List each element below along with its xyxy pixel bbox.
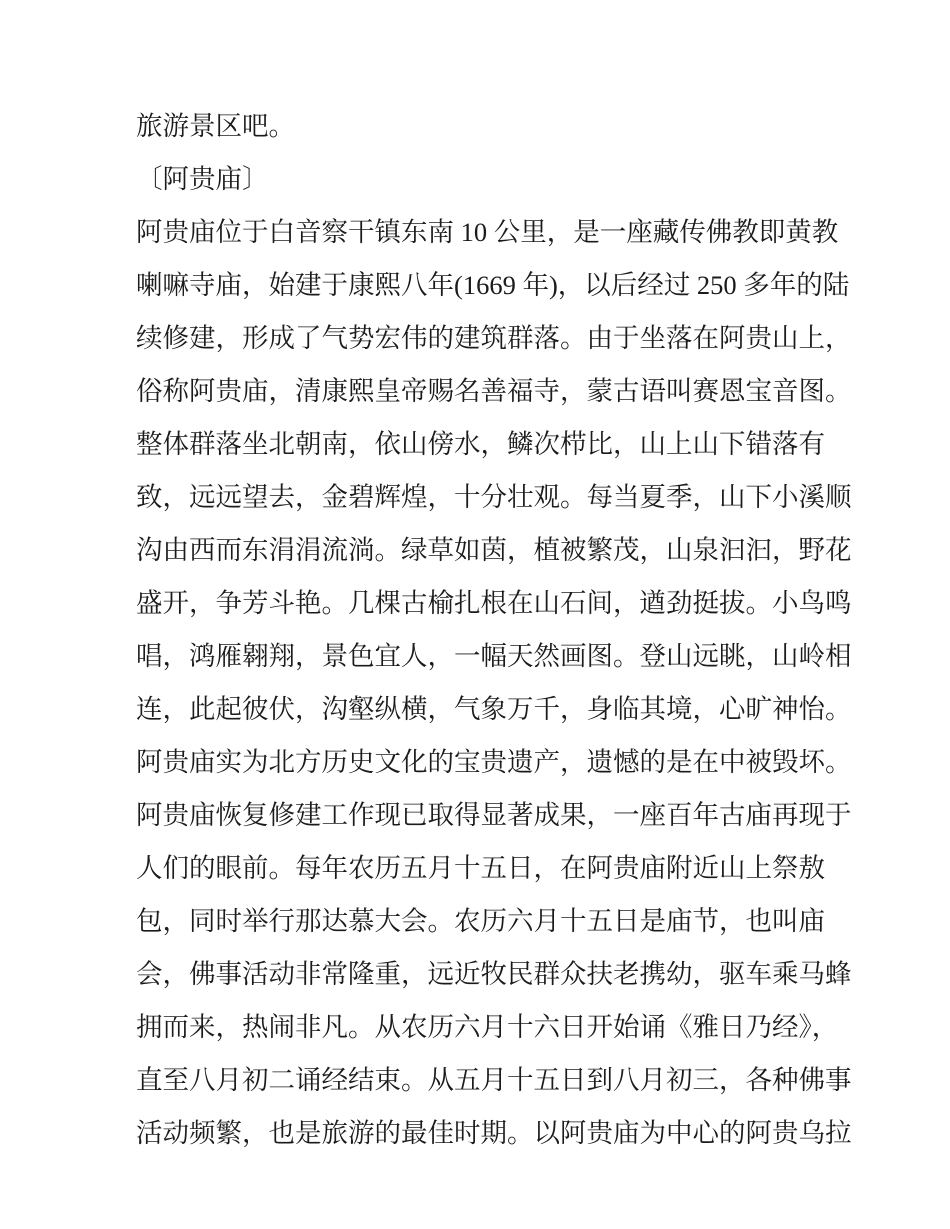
text-line: 活动频繁，也是旅游的最佳时期。以阿贵庙为中心的阿贵乌拉 bbox=[136, 1118, 852, 1148]
text-line: 续修建，形成了气势宏伟的建筑群落。由于坐落在阿贵山上， bbox=[136, 323, 852, 353]
text-line: 旅游景区吧。 bbox=[136, 111, 295, 141]
text-line: 喇嘛寺庙，始建于康熙八年(1669 年)，以后经过 250 多年的陆 bbox=[136, 270, 850, 300]
text-line: 人们的眼前。每年农历五月十五日，在阿贵庙附近山上祭敖 bbox=[136, 853, 825, 883]
text-line: 阿贵庙恢复修建工作现已取得显著成果，一座百年古庙再现于 bbox=[136, 800, 852, 830]
text-line: 沟由西而东涓涓流淌。绿草如茵，植被繁茂，山泉汩汩，野花 bbox=[136, 535, 852, 565]
document-text-block bbox=[136, 100, 876, 1160]
text-line: 整体群落坐北朝南，依山傍水，鳞次栉比，山上山下错落有 bbox=[136, 429, 825, 459]
text-line: 包，同时举行那达慕大会。农历六月十五日是庙节，也叫庙 bbox=[136, 906, 825, 936]
text-line: 直至八月初二诵经结束。从五月十五日到八月初三，各种佛事 bbox=[136, 1065, 852, 1095]
text-line: 连，此起彼伏，沟壑纵横，气象万千，身临其境，心旷神怡。 bbox=[136, 694, 852, 724]
text-line: 阿贵庙实为北方历史文化的宝贵遗产，遗憾的是在中被毁坏。 bbox=[136, 747, 852, 777]
text-line: 阿贵庙位于白音察干镇东南 10 公里，是一座藏传佛教即黄教 bbox=[136, 217, 839, 247]
text-line: 致，远远望去，金碧辉煌，十分壮观。每当夏季，山下小溪顺 bbox=[136, 482, 852, 512]
text-line: 盛开，争芳斗艳。几棵古榆扎根在山石间，遒劲挺拔。小鸟鸣 bbox=[136, 588, 852, 618]
text-line: 拥而来，热闹非凡。从农历六月十六日开始诵《雅日乃经》， bbox=[136, 1012, 839, 1042]
text-line: 〔阿贵庙〕 bbox=[136, 164, 269, 194]
text-line: 俗称阿贵庙，清康熙皇帝赐名善福寺，蒙古语叫赛恩宝音图。 bbox=[136, 376, 852, 406]
text-line: 唱，鸿雁翱翔，景色宜人，一幅天然画图。登山远眺，山岭相 bbox=[136, 641, 852, 671]
text-line: 会，佛事活动非常隆重，远近牧民群众扶老携幼，驱车乘马蜂 bbox=[136, 959, 852, 989]
